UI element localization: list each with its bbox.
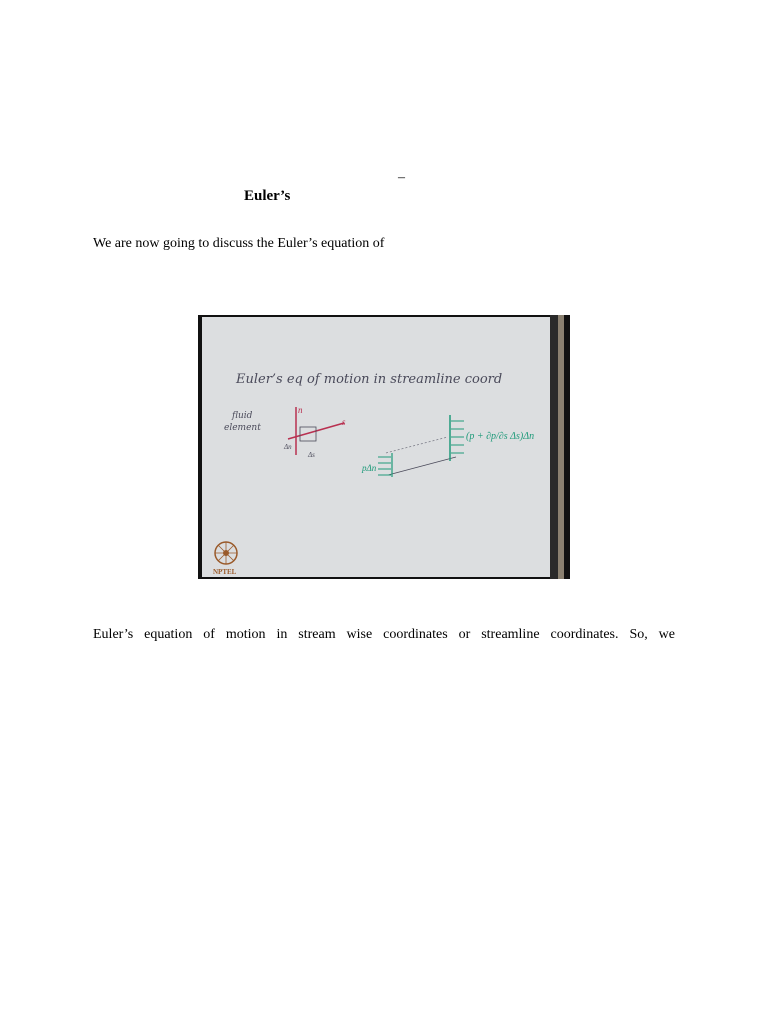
body-paragraph: Euler’s equation of motion in stream wise coordinates or streamline coordinates. So, we — [93, 627, 675, 642]
s-axis-label: s — [342, 417, 346, 427]
intro-paragraph: We are now going to discuss the Euler’s equation of — [93, 236, 385, 251]
whiteboard — [198, 315, 570, 579]
delta-s-label: Δs — [308, 451, 315, 459]
fluid-label: fluid — [232, 411, 253, 421]
nptel-logo-text: NPTEL — [213, 568, 237, 576]
board-frame-edge-light — [558, 315, 564, 579]
left-pressure-label: pΔn — [362, 463, 377, 473]
board-title: Euler’s eq of motion in streamline coord — [236, 372, 503, 387]
board-frame-edge — [550, 315, 558, 579]
page-dash: – — [398, 170, 405, 185]
section-heading: Euler’s — [244, 188, 291, 204]
element-label: element — [224, 423, 261, 433]
delta-n-label: Δn — [284, 443, 292, 451]
n-axis-label: n — [298, 405, 303, 415]
right-pressure-label: (p + ∂p/∂s Δs)Δn — [466, 431, 535, 442]
board-surface — [202, 317, 550, 577]
lecture-figure — [198, 315, 570, 579]
